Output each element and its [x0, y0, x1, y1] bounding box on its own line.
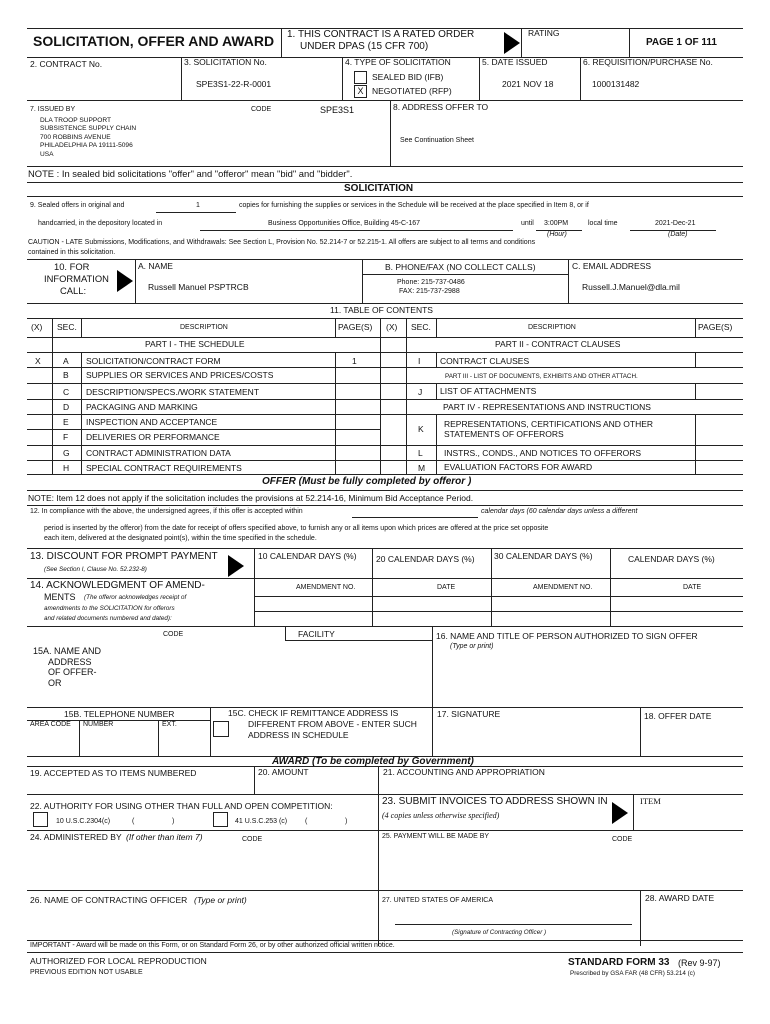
- toc-desc: PACKAGING AND MARKING: [86, 402, 198, 412]
- rule: [27, 399, 380, 400]
- item23-sublabel: (4 copies unless otherwise specified): [382, 811, 500, 820]
- contact-phone: Phone: 215-737-0486: [397, 279, 465, 286]
- rule: [27, 578, 743, 579]
- contact-fax: FAX: 215-737-2988: [399, 288, 460, 295]
- rule: [27, 474, 743, 475]
- toc-sec: C: [63, 387, 70, 397]
- toc-sec: L: [418, 448, 423, 458]
- caution-text: CAUTION - LATE Submissions, Modifications, and Withdrawals: See Section L, Provision No. 52.214-7 or 52.215-1. All offers are subject to all terms and conditions: [28, 239, 536, 246]
- issued-code: SPE3S1: [320, 105, 355, 115]
- rule: [335, 352, 336, 474]
- contact-email: Russell.J.Manuel@dla.mil: [582, 282, 680, 292]
- rule: [695, 414, 696, 474]
- date-issued: 2021 NOV 18: [502, 79, 554, 89]
- date-value: 2021-Dec-21: [655, 220, 696, 227]
- rule: [362, 259, 363, 303]
- issued-address: [40, 117, 136, 159]
- item19-label: 19. ACCEPTED AS TO ITEMS NUMBERED: [30, 768, 197, 778]
- rule: [27, 383, 380, 384]
- toc-desc: CONTRACT CLAUSES: [440, 356, 530, 366]
- hour-label: (Hour): [547, 231, 567, 238]
- toc-desc: LIST OF ATTACHMENTS: [440, 386, 537, 396]
- toc-desc: EVALUATION FACTORS FOR AWARD: [444, 462, 593, 472]
- rule: [362, 274, 568, 275]
- negotiated-checkbox[interactable]: X: [354, 85, 367, 98]
- ack-label-2: MENTS: [44, 592, 76, 602]
- rating-label: RATING: [528, 28, 560, 38]
- rule: [52, 318, 53, 474]
- toc-sec: K: [418, 424, 424, 434]
- copies-count: 1: [196, 202, 200, 209]
- rule: [640, 890, 641, 946]
- rule: [380, 318, 381, 474]
- rule: [27, 626, 743, 627]
- phone-label: B. PHONE/FAX (NO COLLECT CALLS): [385, 262, 536, 272]
- fill-line: [156, 212, 236, 213]
- issued-by-label: 7. ISSUED BY: [30, 106, 76, 113]
- name-address-label: [33, 646, 101, 688]
- signature-label: 17. SIGNATURE: [437, 709, 501, 719]
- rule: [254, 596, 743, 597]
- item26-label: 26. NAME OF CONTRACTING OFFICER: [30, 895, 188, 905]
- type-of-solicitation-label: 4. TYPE OF SOLICITATION: [345, 57, 451, 67]
- rule: [436, 352, 437, 367]
- item23-label: 23. SUBMIT INVOICES TO ADDRESS SHOWN IN: [382, 796, 608, 807]
- caution-text-2: contained in this solicitation.: [28, 249, 116, 256]
- rule: [254, 611, 743, 612]
- item15c-label-3: ADDRESS IN SCHEDULE: [248, 730, 349, 740]
- rule: [27, 352, 743, 353]
- rule: [285, 626, 286, 640]
- rule: [580, 57, 581, 100]
- rule: [380, 445, 743, 446]
- local-reproduction: AUTHORIZED FOR LOCAL REPRODUCTION: [30, 956, 207, 966]
- rule: [390, 100, 391, 166]
- item-label: ITEM: [640, 796, 661, 806]
- rule: [81, 352, 82, 474]
- part4-label: PART IV - REPRESENTATIONS AND INSTRUCTIONS: [443, 402, 651, 412]
- item24-label: 24. ADMINISTERED BY: [30, 832, 122, 842]
- info-label: 10. FOR: [54, 261, 90, 272]
- toc-desc: SPECIAL CONTRACT REQUIREMENTS: [86, 463, 242, 473]
- date-label: (Date): [668, 231, 688, 238]
- form-revision: (Rev 9-97): [678, 958, 721, 968]
- arrow-right-icon: [504, 32, 520, 54]
- item12-note: NOTE: Item 12 does not apply if the solicitation includes the provisions at 52.214-16, Minimum Bid Acceptance Period.: [28, 493, 474, 503]
- rule: [27, 460, 380, 461]
- address-line: SUBSISTENCE SUPPLY CHAIN: [40, 125, 137, 133]
- offer-date-label: 18. OFFER DATE: [644, 711, 712, 721]
- rule: [27, 490, 743, 491]
- toc-desc: REPRESENTATIONS, CERTIFICATIONS AND OTHER: [444, 419, 654, 429]
- paren-open: (: [305, 818, 308, 825]
- rule: [27, 890, 743, 891]
- rule: [27, 303, 743, 304]
- facility-label: FACILITY: [298, 629, 335, 639]
- contract-no-label: 2. CONTRACT No.: [30, 59, 103, 69]
- discount-label: 13. DISCOUNT FOR PROMPT PAYMENT: [30, 551, 218, 562]
- important-note: IMPORTANT - Award will be made on this Form, or on Standard Form 26, or by other authorized official written notice.: [30, 942, 395, 949]
- item9-text-2: copies for furnishing the supplies or services in the Schedule will be received at the place specified in Item 8, or if: [239, 202, 589, 209]
- rule: [521, 28, 522, 57]
- toc-sec: B: [63, 370, 69, 380]
- rule: [27, 337, 743, 338]
- arrow-right-icon: [117, 270, 133, 292]
- rule: [181, 57, 182, 100]
- rule: [372, 548, 373, 578]
- rule: [27, 830, 743, 831]
- code-label: CODE: [242, 836, 263, 843]
- number-label: NUMBER: [83, 721, 114, 728]
- rule: [436, 318, 437, 337]
- toc-col-desc: DESCRIPTION: [180, 324, 228, 331]
- sealed-bid-label: SEALED BID (IFB): [372, 72, 444, 82]
- label-line: 15A. NAME AND: [33, 646, 102, 656]
- rule: [27, 548, 743, 549]
- amendment-date-label: DATE: [683, 584, 702, 591]
- toc-sec: F: [63, 432, 69, 442]
- ack-label-5: and related documents numbered and dated):: [44, 615, 172, 622]
- rule: [27, 505, 743, 506]
- rule: [27, 196, 743, 197]
- paren-close: ): [345, 818, 348, 825]
- rule: [281, 28, 282, 57]
- item16-sublabel: (Type or print): [450, 643, 494, 650]
- part2-label: PART II - CONTRACT CLAUSES: [495, 339, 621, 349]
- code-label: CODE: [612, 836, 633, 843]
- item12-text-4: each item, delivered at the designated point(s), within the time specified in the schedule.: [44, 535, 317, 542]
- previous-edition: PREVIOUS EDITION NOT USABLE: [30, 969, 143, 976]
- rule: [342, 57, 343, 100]
- item15c-label: 15C. CHECK IF REMITTANCE ADDRESS IS: [228, 708, 399, 718]
- prescribed-by: Prescribed by GSA FAR (48 CFR) 53.214 (c): [570, 970, 695, 977]
- rule: [27, 100, 743, 101]
- toc-col-pages: PAGE(S): [338, 322, 373, 332]
- discount-calendar-days: CALENDAR DAYS (%): [628, 554, 715, 564]
- rule: [380, 383, 743, 384]
- paren-open: (: [132, 818, 135, 825]
- rule: [335, 318, 336, 337]
- item9-text: 9. Sealed offers in original and: [30, 202, 125, 209]
- sealed-bid-checkbox[interactable]: [354, 71, 367, 84]
- rule: [436, 383, 437, 399]
- rule: [640, 707, 641, 756]
- rule: [610, 578, 611, 626]
- item16-label: 16. NAME AND TITLE OF PERSON AUTHORIZED TO SIGN OFFER: [436, 631, 698, 641]
- rule: [27, 445, 380, 446]
- address-offer-to-label: 8. ADDRESS OFFER TO: [393, 102, 489, 112]
- award-heading: AWARD (To be completed by Government): [272, 756, 474, 767]
- address-line: 700 ROBBINS AVENUE: [40, 133, 111, 141]
- rule: [491, 578, 492, 626]
- info-label-2: INFORMATION: [44, 273, 109, 284]
- fill-line: [352, 517, 478, 518]
- usc-2304-label: 10 U.S.C.2304(c): [56, 818, 111, 825]
- address-line: DLA TROOP SUPPORT: [40, 117, 112, 124]
- part3-label: PART III - LIST OF DOCUMENTS, EXHIBITS AND OTHER ATTACH.: [445, 373, 638, 380]
- item21-label: 21. ACCOUNTING AND APPROPRIATION: [383, 767, 545, 777]
- item15c-label-2: DIFFERENT FROM ABOVE - ENTER SUCH: [248, 719, 417, 729]
- date-issued-label: 5. DATE ISSUED: [482, 57, 548, 67]
- solicitation-heading: SOLICITATION: [344, 183, 414, 194]
- label-line: ADDRESS: [48, 656, 92, 667]
- email-label: C. EMAIL ADDRESS: [572, 261, 652, 271]
- arrow-right-icon: [612, 802, 628, 824]
- signature-line: [395, 924, 632, 925]
- toc-sec: A: [63, 356, 69, 366]
- rule: [380, 460, 743, 461]
- rule: [380, 414, 743, 415]
- toc-col-sec: SEC.: [57, 322, 77, 332]
- sealed-bid-note: NOTE : In sealed bid solicitations "offer" and "offeror" mean "bid" and "bidder".: [28, 168, 353, 179]
- rule: [378, 766, 379, 946]
- award-date-label: 28. AWARD DATE: [645, 893, 715, 903]
- usc-253-label: 41 U.S.C.253 (c): [235, 818, 288, 825]
- remittance-checkbox[interactable]: [213, 721, 229, 737]
- rule: [695, 318, 696, 337]
- toc-desc: INSTRS., CONDS., AND NOTICES TO OFFERORS: [444, 448, 642, 458]
- toc-sec: D: [63, 402, 70, 412]
- rule: [285, 640, 432, 641]
- toc-sec: I: [418, 356, 421, 366]
- fill-line: [200, 230, 513, 231]
- offer-heading: OFFER (Must be fully completed by offeror ): [262, 476, 472, 487]
- rule: [491, 548, 492, 578]
- item12-text-2: calendar days (60 calendar days unless a different: [481, 508, 638, 515]
- arrow-right-icon: [228, 555, 244, 577]
- rule: [372, 578, 373, 626]
- rule: [380, 367, 743, 368]
- rule: [135, 259, 136, 303]
- address-line: PHILADELPHIA PA 19111-5096: [40, 142, 133, 150]
- info-label-3: CALL:: [60, 285, 87, 296]
- discount-10-days: 10 CALENDAR DAYS (%): [258, 551, 357, 561]
- item12-text: 12. In compliance with the above, the undersigned agrees, if this offer is accepted within: [30, 508, 303, 515]
- rule: [432, 626, 433, 756]
- rule: [27, 429, 380, 430]
- item27-sublabel: (Signature of Contracting Officer ): [452, 929, 547, 936]
- solicitation-no-label: 3. SOLICITATION No.: [184, 57, 267, 67]
- rated-order-label-2: UNDER DPAS (15 CFR 700): [300, 41, 429, 52]
- toc-desc: CONTRACT ADMINISTRATION DATA: [86, 448, 231, 458]
- rule: [210, 707, 211, 756]
- rule: [436, 414, 437, 474]
- rule: [254, 548, 255, 578]
- ack-label-4: amendments to the SOLICITATION for offerors: [44, 605, 175, 612]
- rule: [254, 766, 255, 794]
- toc-col-pages: PAGE(S): [698, 322, 733, 332]
- contact-name: Russell Manuel PSPTRCB: [148, 282, 249, 292]
- toc-pages: 1: [352, 356, 357, 366]
- rule: [380, 399, 743, 400]
- item20-label: 20. AMOUNT: [258, 767, 309, 777]
- item9-text-3: handcarried, in the depository located in: [38, 220, 163, 227]
- item24-sublabel: (If other than item 7): [126, 832, 203, 842]
- area-code-label: AREA CODE: [30, 721, 71, 728]
- toc-desc: DESCRIPTION/SPECS./WORK STATEMENT: [86, 387, 260, 397]
- toc-sec: M: [418, 463, 426, 473]
- solicitation-no: SPE3S1-22-R-0001: [196, 79, 272, 89]
- toc-col-x: (X): [31, 322, 43, 332]
- toc-desc: SOLICITATION/CONTRACT FORM: [86, 356, 221, 366]
- amendment-no-label: AMENDMENT NO.: [533, 584, 593, 591]
- rule: [610, 548, 611, 578]
- rule: [479, 57, 480, 100]
- rated-order-label: 1. THIS CONTRACT IS A RATED ORDER: [287, 29, 475, 40]
- part1-label: PART I - THE SCHEDULE: [145, 339, 245, 349]
- negotiated-label: NEGOTIATED (RFP): [372, 86, 452, 96]
- rule: [695, 352, 696, 367]
- label-line: OF OFFER-: [48, 667, 97, 677]
- name-label: A. NAME: [138, 261, 173, 271]
- toc-sec: G: [63, 448, 70, 458]
- toc-desc: DELIVERIES OR PERFORMANCE: [86, 432, 220, 442]
- toc-sec: E: [63, 417, 69, 427]
- form-number: STANDARD FORM 33: [568, 957, 670, 968]
- amendment-no-label: AMENDMENT NO.: [296, 584, 356, 591]
- page-label: PAGE 1 OF 111: [646, 37, 717, 48]
- rule: [79, 720, 80, 756]
- rule: [81, 318, 82, 337]
- until-label: until: [521, 220, 534, 227]
- requisition-label: 6. REQUISITION/PURCHASE No.: [583, 57, 713, 67]
- toc-x-mark: X: [35, 356, 41, 366]
- ext-label: EXT.: [162, 721, 177, 728]
- toc-desc: SUPPLIES OR SERVICES AND PRICES/COSTS: [86, 370, 274, 380]
- ack-label: 14. ACKNOWLEDGMENT OF AMEND-: [30, 580, 205, 591]
- hour-value: 3:00PM: [544, 220, 569, 227]
- item12-text-3: period is inserted by the offeror) from the date for receipt of offers specified above, to furnish any or all items upon which prices are offered at the price set opposite: [44, 525, 549, 532]
- toc-desc: INSPECTION AND ACCEPTANCE: [86, 417, 218, 427]
- address-offer-to: See Continuation Sheet: [400, 137, 474, 144]
- rule: [254, 578, 255, 626]
- amendment-date-label: DATE: [437, 584, 456, 591]
- toc-desc: STATEMENTS OF OFFERORS: [444, 429, 564, 439]
- label-line: OR: [48, 677, 62, 688]
- toc-heading: 11. TABLE OF CONTENTS: [330, 305, 433, 315]
- rule: [633, 794, 634, 830]
- ack-label-3: (The offeror acknowledges receipt of: [84, 594, 187, 601]
- address-line: USA: [40, 150, 54, 158]
- rule: [27, 166, 743, 167]
- rule: [695, 383, 696, 399]
- requisition-no: 1000131482: [592, 79, 640, 89]
- paren-close: ): [172, 818, 175, 825]
- toc-col-desc: DESCRIPTION: [528, 324, 576, 331]
- rule: [568, 259, 569, 303]
- telephone-label: 15B. TELEPHONE NUMBER: [64, 709, 175, 719]
- rule: [27, 367, 380, 368]
- usc-2304-checkbox[interactable]: [33, 812, 48, 827]
- toc-col-sec: SEC.: [411, 322, 431, 332]
- discount-clause: (See Section I, Clause No. 52.232-8): [44, 566, 147, 573]
- rule: [158, 720, 159, 756]
- discount-30-days: 30 CALENDAR DAYS (%): [494, 551, 593, 561]
- rule: [27, 940, 743, 941]
- toc-sec: H: [63, 463, 70, 473]
- rule: [27, 952, 743, 953]
- rule: [27, 414, 380, 415]
- depository: Business Opportunities Office, Building 45-C-167: [268, 220, 421, 227]
- code-label: CODE: [251, 106, 272, 113]
- item27-label: 27. UNITED STATES OF AMERICA: [382, 897, 493, 904]
- item22-label: 22. AUTHORITY FOR USING OTHER THAN FULL AND OPEN COMPETITION:: [30, 801, 333, 811]
- form-title: SOLICITATION, OFFER AND AWARD: [33, 33, 275, 49]
- rule: [27, 318, 743, 319]
- toc-col-x: (X): [386, 322, 398, 332]
- code-label: CODE: [163, 631, 184, 638]
- rule: [406, 318, 407, 474]
- rule: [27, 794, 743, 795]
- usc-253-checkbox[interactable]: [213, 812, 228, 827]
- discount-20-days: 20 CALENDAR DAYS (%): [376, 554, 475, 564]
- toc-sec: J: [418, 387, 423, 397]
- item25-label: 25. PAYMENT WILL BE MADE BY: [382, 833, 490, 840]
- local-time-label: local time: [588, 220, 618, 227]
- item26-sublabel: (Type or print): [194, 895, 247, 905]
- rule: [629, 28, 630, 57]
